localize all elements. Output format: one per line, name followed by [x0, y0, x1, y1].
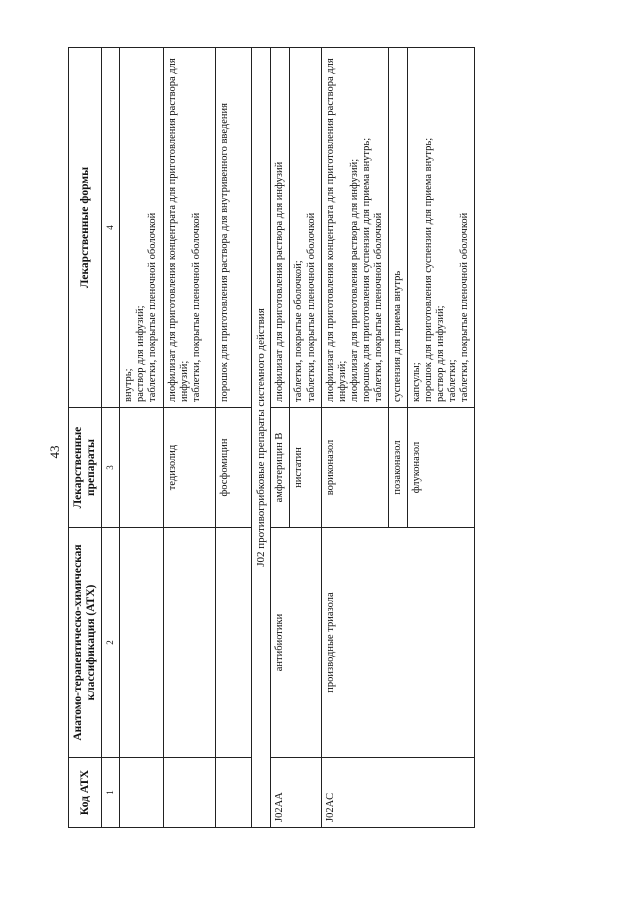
- drug-name: флуконазол: [407, 408, 474, 528]
- form-item: лиофилизат для приготовления раствора для инфузий;: [348, 158, 360, 402]
- header-code: Код АТХ: [69, 758, 102, 828]
- atc-code: [119, 758, 163, 828]
- form-item: раствор для инфузий;: [435, 305, 447, 402]
- atc-code: [163, 758, 215, 828]
- form-item: таблетки, покрытые пленочной оболочкой: [190, 212, 202, 402]
- atc-class: антибиотики: [271, 528, 321, 758]
- table-header-row: [69, 48, 102, 828]
- drug-forms: [271, 48, 290, 408]
- atc-table: [68, 47, 475, 828]
- page-number: 43: [47, 445, 62, 459]
- column-number-row: [102, 48, 119, 828]
- form-item: внутрь;: [122, 368, 134, 402]
- drug-forms: [321, 48, 388, 408]
- table-row: [215, 48, 251, 828]
- drug-name: фосфомицин: [215, 408, 251, 528]
- form-item: раствор для инфузий;: [134, 305, 146, 402]
- header-classification: Анатомо-терапевтическо-химическая классификация (АТХ): [69, 528, 102, 758]
- atc-code: J02AC: [321, 758, 475, 828]
- drug-forms: [290, 48, 321, 408]
- col-number: 4: [102, 48, 119, 408]
- form-item: лиофилизат для приготовления концентрата для приготовления раствора для инфузий;: [166, 58, 190, 402]
- table-row: [163, 48, 215, 828]
- drug-forms: [215, 48, 251, 408]
- atc-class: [215, 528, 251, 758]
- header-drugs: Лекарственные препараты: [69, 408, 102, 528]
- form-item: порошок для приготовления раствора для внутривенного введения: [218, 103, 230, 402]
- header-forms: Лекарственные формы: [69, 48, 102, 408]
- drug-name: вориконазол: [321, 408, 388, 528]
- atc-class: [119, 528, 163, 758]
- drug-forms: [163, 48, 215, 408]
- table-row: [321, 48, 388, 828]
- drug-name: нистатин: [290, 408, 321, 528]
- drug-name: позаконазол: [388, 408, 407, 528]
- table-row: [119, 48, 163, 828]
- atc-code: J02AA: [271, 758, 321, 828]
- drug-forms: [388, 48, 407, 408]
- section-title: J02 противогрибковые препараты системного действия: [251, 48, 271, 828]
- form-item: таблетки, покрытые пленочной оболочкой: [146, 212, 158, 402]
- form-item: таблетки;: [447, 359, 459, 402]
- drug-name: [119, 408, 163, 528]
- form-item: порошок для приготовления суспензии для приема внутрь;: [360, 137, 372, 402]
- col-number: 2: [102, 528, 119, 758]
- drug-forms: [119, 48, 163, 408]
- drug-name: тедизолид: [163, 408, 215, 528]
- form-item: порошок для приготовления суспензии для приема внутрь;: [423, 137, 435, 402]
- drug-name: амфотерицин B: [271, 408, 290, 528]
- form-item: таблетки, покрытые пленочной оболочкой: [305, 212, 317, 402]
- drug-forms: [407, 48, 474, 408]
- form-item: лиофилизат для приготовления концентрата для приготовления раствора для инфузий;: [324, 58, 348, 402]
- section-row: [251, 48, 271, 828]
- atc-code: [215, 758, 251, 828]
- col-number: 3: [102, 408, 119, 528]
- form-item: таблетки, покрытые пленочной оболочкой: [372, 212, 384, 402]
- form-item: суспензия для приема внутрь: [391, 270, 403, 402]
- atc-class: производные триазола: [321, 528, 475, 758]
- atc-class: [163, 528, 215, 758]
- form-item: таблетки, покрытые пленочной оболочкой: [459, 212, 471, 402]
- form-item: таблетки, покрытые оболочкой;: [293, 260, 305, 402]
- form-item: капсулы;: [410, 362, 422, 402]
- form-item: лиофилизат для приготовления раствора для инфузий: [274, 161, 286, 402]
- rotated-page-content: [68, 48, 553, 828]
- col-number: 1: [102, 758, 119, 828]
- table-row: [271, 48, 290, 828]
